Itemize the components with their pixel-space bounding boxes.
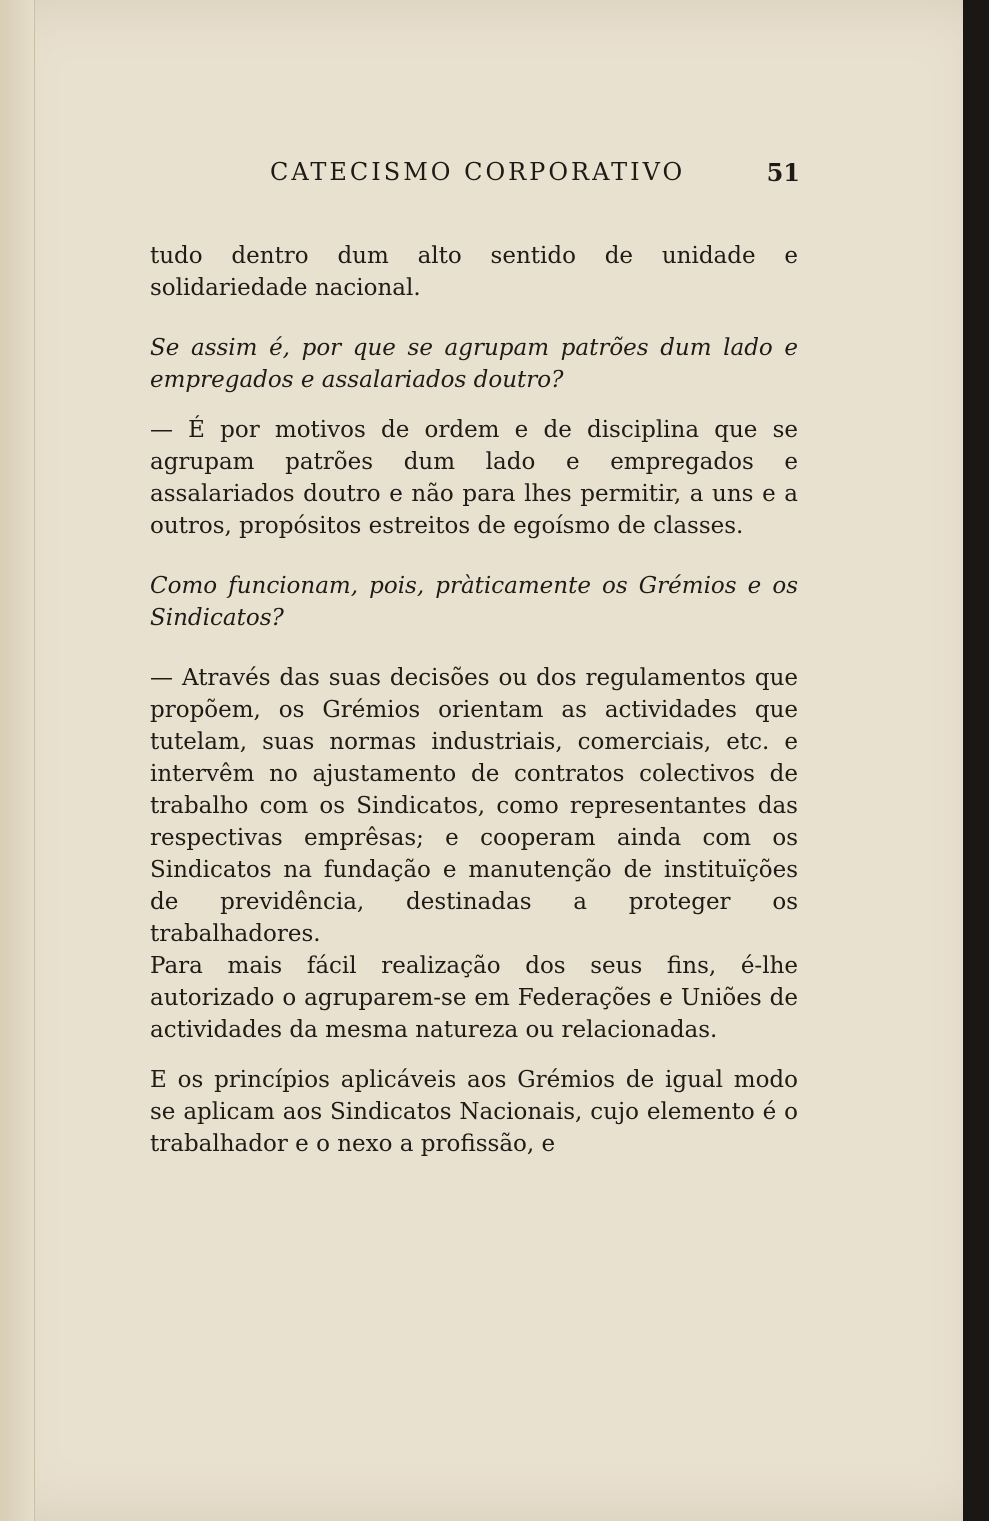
page-gutter xyxy=(0,0,35,1521)
paragraph-2: — É por motivos de ordem e de disciplina que se agrupam patrões dum lado e empregados e assalariados doutro e não para lhes permitir, a uns e a outros, propósitos estreitos de egoísmo de classes. xyxy=(150,417,798,539)
body-text xyxy=(150,240,798,1160)
question-2: Como funcionam, pois, pràticamente os Grémios e os Sindicatos? xyxy=(150,573,798,631)
page-number: 51 xyxy=(766,158,800,187)
paragraph-5: E os princípios aplicáveis aos Grémios de igual modo se aplicam aos Sindicatos Nacionais, cujo elemento é o trabalhador e o nexo a profissão, e xyxy=(150,1067,798,1157)
paragraph-1: tudo dentro dum alto sentido de unidade e solidariedade nacional. xyxy=(150,243,798,301)
paragraph-3: — Através das suas decisões ou dos regulamentos que propõem, os Grémios orientam as actividades que tutelam, suas normas industriais, comerciais, etc. e intervêm no ajustamento de contratos colectivos de trabalho com os Sindicatos, como representantes das respectivas emprêsas; e cooperam ainda com os Sindicatos na fundação e manutenção de instituïções de previdência, destinadas a proteger os trabalhadores. xyxy=(150,665,798,947)
question-1: Se assim é, por que se agrupam patrões dum lado e empregados e assalariados doutro? xyxy=(150,335,798,393)
scan-edge xyxy=(963,0,989,1521)
paragraph-4: Para mais fácil realização dos seus fins, é-lhe autorizado o agruparem-se em Federações e Uniões de actividades da mesma natureza ou relacionadas. xyxy=(150,953,798,1043)
running-title: CATECISMO CORPORATIVO xyxy=(270,158,686,186)
running-header xyxy=(150,158,800,194)
